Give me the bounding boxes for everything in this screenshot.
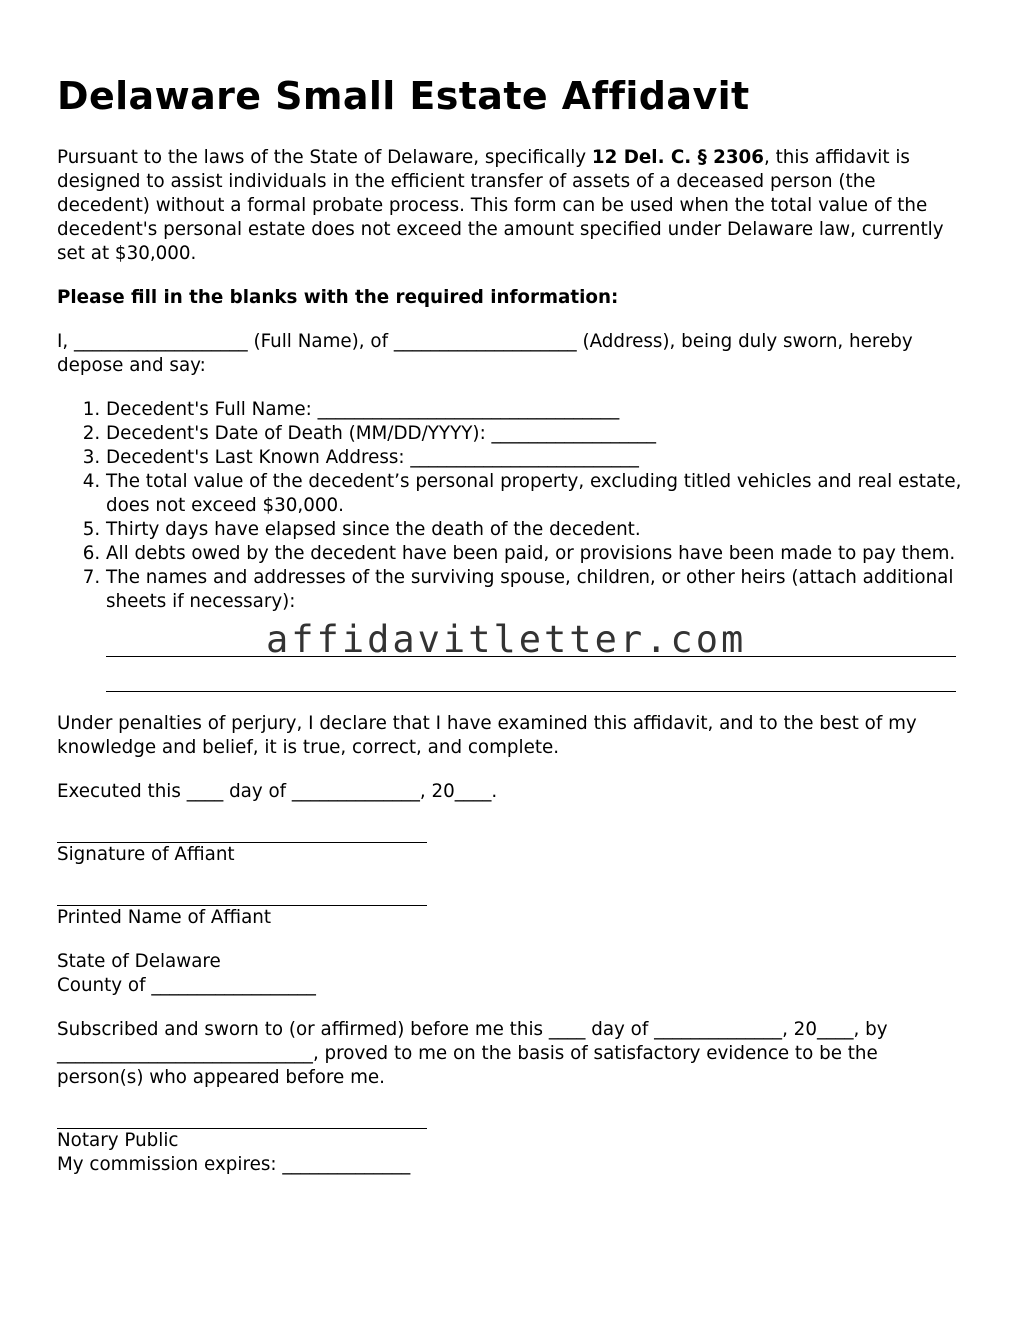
list-item: 5. Thirty days have elapsed since the death of the decedent. [106,518,967,542]
instruction-heading: Please fill in the blanks with the required information: [57,287,619,308]
signature-line[interactable] [57,824,427,843]
watermark-text: affidavitletter.com [266,618,747,661]
intro-paragraph [57,146,967,266]
affidavit-document [57,72,967,1177]
list-item: 4. The total value of the decedent’s personal property, excluding titled vehicles and real estate, does not exceed $30,000. [106,470,967,518]
intro-text-after: , this affidavit is designed to assist individuals in the efficient transfer of assets of a deceased person (the decedent) without a formal probate process. This form can be used when the total value of the decedent's personal estate does not exceed the amount specified under Delaware law, currently set at $30,000. [57,147,944,264]
notary-block [57,1110,967,1177]
notary-jurat: Subscribed and sworn to (or affirmed) before me this ____ day of ______________, 20____, by ____________________________, proved to me on the basis of satisfactory evidence to be the person(s) who appeared before me. [57,1019,888,1088]
printed-name-block [57,887,967,930]
list-item: 3. Decedent's Last Known Address: _________________________ [106,446,967,470]
list-item: 6. All debts owed by the decedent have been paid, or provisions have been made to pay them. [106,542,967,566]
list-item: 7. The names and addresses of the surviving spouse, children, or other heirs (attach additional sheets if necessary): [106,566,967,614]
intro-text-before: Pursuant to the laws of the State of Delaware, specifically [57,147,592,168]
printed-name-line[interactable] [57,887,427,906]
sworn-statements-list [57,398,967,614]
state-label: State of Delaware [57,951,221,972]
heirs-blank-line-1[interactable] [106,618,956,661]
list-item: 2. Decedent's Date of Death (MM/DD/YYYY): __________________ [106,422,967,446]
county-line: County of __________________ [57,975,316,996]
signature-label: Signature of Affiant [57,844,235,865]
statute-citation: 12 Del. C. § 2306 [591,147,764,168]
execution-date-line: Executed this ____ day of ______________, 20____. [57,781,498,802]
list-item: 1. Decedent's Full Name: _________________________________ [106,398,967,422]
heirs-blank-line-2[interactable] [106,657,956,692]
notary-label: Notary Public [57,1130,179,1151]
document-title: Delaware Small Estate Affidavit [57,74,750,118]
printed-name-label: Printed Name of Affiant [57,907,272,928]
venue-block [57,950,967,998]
commission-expiry: My commission expires: ______________ [57,1154,411,1175]
notary-signature-line[interactable] [57,1110,427,1129]
perjury-declaration: Under penalties of perjury, I declare that I have examined this affidavit, and to the best of my knowledge and belief, it is true, correct, and complete. [57,713,917,758]
affiant-statement: I, ___________________ (Full Name), of ____________________ (Address), being duly sworn, hereby depose and say: [57,331,913,376]
signature-block [57,824,967,867]
